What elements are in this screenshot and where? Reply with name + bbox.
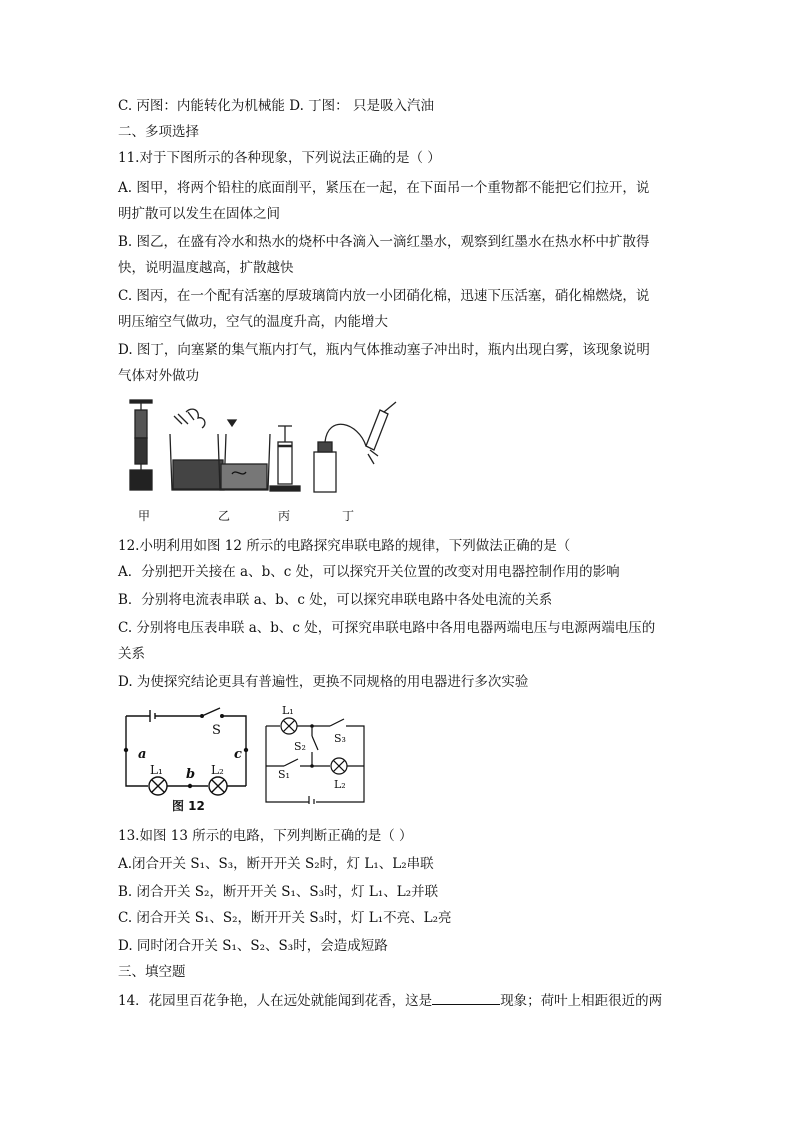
fig12-point-a: a xyxy=(138,747,147,762)
q13-option-b: B. 闭合开关 S₂，断开开关 S₁、S₃时，灯 L₁、L₂并联 xyxy=(118,884,439,900)
figure-12-series-circuit xyxy=(118,704,258,816)
fig-label-bing: 丙 xyxy=(278,509,291,523)
q12-option-a: A．分别把开关接在 a、b、c 处，可以探究开关位置的改变对用电器控制作用的影响 xyxy=(118,564,620,580)
q11-option-d-line2: 气体对外做功 xyxy=(118,368,199,384)
fig-label-jia: 甲 xyxy=(138,509,151,523)
fig13-switch1-label: S₁ xyxy=(278,768,290,781)
q14-part2: 现象；荷叶上相距很近的两 xyxy=(500,993,663,1009)
figure-13-circuit xyxy=(262,704,372,804)
q11-option-a-line1: A. 图甲，将两个铅柱的底面削平，紧压在一起，在下面吊一个重物都不能把它们拉开，说 xyxy=(118,180,650,196)
q12-option-d: D. 为使探究结论更具有普遍性，更换不同规格的用电器进行多次实验 xyxy=(118,674,529,690)
fig13-switch3-label: S₃ xyxy=(334,732,346,745)
q11-option-d-line1: D. 图丁，向塞紧的集气瓶内打气，瓶内气体推动塞子冲出时，瓶内出现白雾，该现象说明 xyxy=(118,342,650,358)
q11-figure xyxy=(118,394,408,526)
q13-option-c: C. 闭合开关 S₁、S₂，断开开关 S₃时，灯 L₁不亮、L₂亮 xyxy=(118,910,452,926)
q13-option-d: D. 同时闭合开关 S₁、S₂、S₃时，会造成短路 xyxy=(118,938,388,954)
q13-option-a: A.闭合开关 S₁、S₃，断开开关 S₂时，灯 L₁、L₂串联 xyxy=(118,856,434,872)
beakers-drawing xyxy=(170,409,270,490)
lead-cylinders-drawing xyxy=(130,400,152,490)
q14-blank[interactable] xyxy=(432,990,500,1005)
q12-stem: 12.小明利用如图 12 所示的电路探究串联电路的规律，下列做法正确的是（ xyxy=(118,538,571,554)
q14-text xyxy=(118,990,662,1011)
q11-option-c-line2: 明压缩空气做功，空气的温度升高，内能增大 xyxy=(118,314,388,330)
fig12-lamp1-label: L₁ xyxy=(150,763,163,777)
q11-stem: 11.对于下图所示的各种现象，下列说法正确的是（ ） xyxy=(118,150,441,166)
q11-option-b-line1: B. 图乙，在盛有冷水和热水的烧杯中各滴入一滴红墨水，观察到红墨水在热水杯中扩散得 xyxy=(118,234,650,250)
piston-tube-drawing xyxy=(270,426,300,491)
q13-stem: 13.如图 13 所示的电路，下列判断正确的是（ ） xyxy=(118,828,413,844)
section-3-title: 三、填空题 xyxy=(118,964,186,980)
fig12-switch-label: S xyxy=(212,723,221,738)
fig12-caption: 图 12 xyxy=(172,799,205,813)
q14-part1: 14．花园里百花争艳，人在远处就能闻到花香，这是 xyxy=(118,993,433,1009)
fig12-lamp2-label: L₂ xyxy=(211,763,224,777)
fig12-point-b: b xyxy=(186,767,196,782)
q12-option-c-line2: 关系 xyxy=(118,646,145,662)
q11-option-a-line2: 明扩散可以发生在固体之间 xyxy=(118,206,280,222)
fig-label-yi: 乙 xyxy=(218,509,231,523)
fig12-point-c: c xyxy=(234,747,242,762)
section-2-title: 二、多项选择 xyxy=(118,124,199,140)
fig13-switch2-label: S₂ xyxy=(294,740,306,753)
q10-options-cd: C. 丙图：内能转化为机械能 D. 丁图： 只是吸入汽油 xyxy=(118,98,434,114)
q11-option-c-line1: C. 图丙，在一个配有活塞的厚玻璃筒内放一小团硝化棉，迅速下压活塞，硝化棉燃烧，说 xyxy=(118,288,650,304)
q12-option-b: B．分别将电流表串联 a、b、c 处，可以探究串联电路中各处电流的关系 xyxy=(118,592,553,608)
gas-bottle-pump-drawing xyxy=(314,402,396,492)
q11-option-b-line2: 快，说明温度越高，扩散越快 xyxy=(118,260,294,276)
fig13-lamp1-label: L₁ xyxy=(282,704,294,717)
fig13-lamp2-label: L₂ xyxy=(334,778,346,791)
fig-label-ding: 丁 xyxy=(342,509,355,523)
q12-option-c-line1: C. 分别将电压表串联 a、b、c 处，可探究串联电路中各用电器两端电压与电源两端电压的 xyxy=(118,620,656,636)
